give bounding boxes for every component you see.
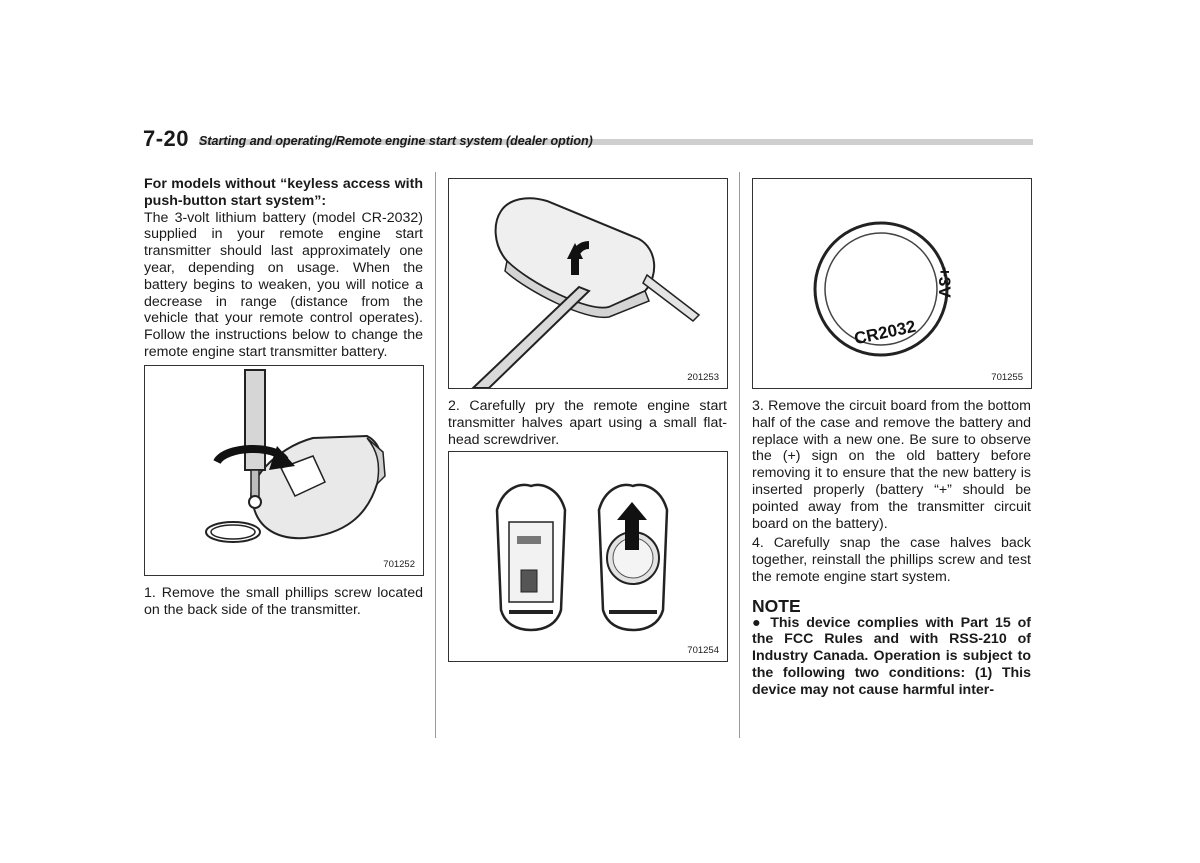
step-1-text: 1. Remove the small phillips screw located on the back side of the transmitter. <box>144 585 423 618</box>
cr2032-battery-illustration <box>753 179 1031 388</box>
pry-halves-illustration <box>449 179 727 388</box>
figure-code-701255: 701255 <box>991 372 1023 383</box>
note-text: ● This device complies with Part 15 of the FCC Rules and with RSS-210 of Industry Canada. Operation is subject to the following two conditions: (1) This device may not cause harmful inter- <box>752 614 1031 698</box>
figure-battery <box>752 178 1032 389</box>
figure-code-701254: 701254 <box>687 645 719 656</box>
battery-heading: For models without “keyless access with push-button start system”: <box>144 176 423 209</box>
figure-code-701252: 701252 <box>383 559 415 570</box>
page-number: 7-20 <box>143 126 190 151</box>
column-divider-1 <box>435 172 436 738</box>
note-title: NOTE <box>752 595 801 616</box>
step-4-text: 4. Carefully snap the case halves back together, reinstall the phillips screw and test the remote engine start system. <box>752 535 1031 585</box>
battery-model-label: CR2032 <box>852 316 918 349</box>
column-1 <box>144 176 423 361</box>
step-2-block <box>448 398 727 448</box>
step-3-text: 3. Remove the circuit board from the bottom half of the case and remove the battery and replace with a new one. Be sure to observe the (+) sign on the old battery before removing it to ensure that the new battery is inserted properly (battery “+” should be pointed away from the transmitter circuit board on the battery). <box>752 398 1031 532</box>
battery-voltage-label: +3V <box>935 267 954 298</box>
figure-pry-halves <box>448 178 728 389</box>
figure-open-case <box>448 451 728 662</box>
open-case-illustration <box>449 452 727 661</box>
column-divider-2 <box>739 172 740 738</box>
page-header <box>143 126 1033 152</box>
battery-intro: The 3-volt lithium battery (model CR-2032) supplied in your remote engine start transmitter should last approximately one year, depending on usage. When the battery begins to weaken, you will notice a decrease in range (distance from the vehicle that your remote control operates). Follow the instructions below to change the remote engine start transmitter battery. <box>144 209 423 360</box>
remove-screw-illustration <box>145 366 423 575</box>
column-3-text <box>752 398 1031 699</box>
step-2-text: 2. Carefully pry the remote engine start transmitter halves apart using a small flat-head screwdriver. <box>448 398 727 448</box>
figure-remove-screw <box>144 365 424 576</box>
figure-code-201253: 201253 <box>687 372 719 383</box>
section-title: Starting and operating/Remote engine start system (dealer option) <box>199 134 593 148</box>
step-1-block <box>144 585 423 619</box>
